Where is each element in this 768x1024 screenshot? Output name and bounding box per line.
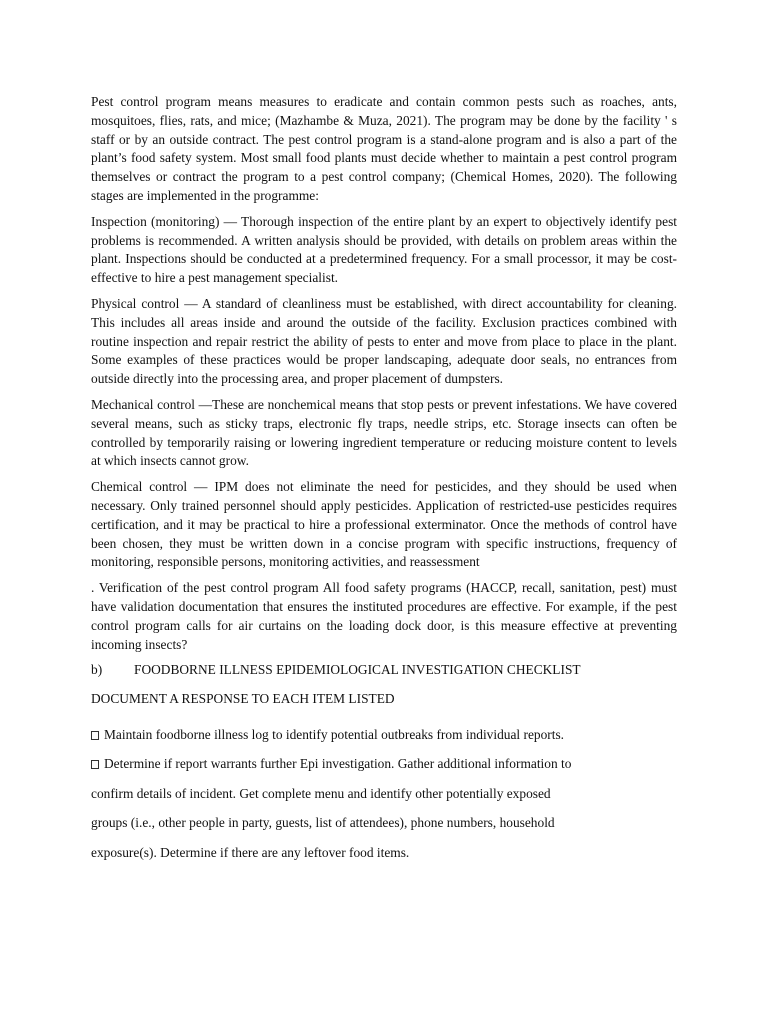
instruction-heading: DOCUMENT A RESPONSE TO EACH ITEM LISTED: [91, 691, 395, 707]
checklist-item-2-line-2: confirm details of incident. Get complete menu and identify other potentially exposed: [91, 785, 551, 801]
checklist-item-2-line-1: [91, 749, 677, 778]
document-page: [91, 93, 677, 867]
checklist-item-2-text: Determine if report warrants further Epi investigation. Gather additional information to: [104, 756, 572, 772]
paragraph-inspection: Inspection (monitoring) — Thorough inspection of the entire plant by an expert to objectively identify pest problems is recommended. A written analysis should be provided, with details on problem areas within the plant. Inspections should be conducted at a predetermined frequency. For a small processor, it may be cost-effective to hire a pest management specialist.: [91, 213, 677, 286]
missing-glyph-box-icon: [91, 760, 99, 769]
checklist-item-1-text: Maintain foodborne illness log to identify potential outbreaks from individual reports.: [104, 726, 565, 742]
paragraph-verification: . Verification of the pest control program All food safety programs (HACCP, recall, sanitation, pest) must have validation documentation that ensures the instituted procedures are effective. For example, if the pest control program calls for air curtains on the loading dock door, is this measure effective at preventing incoming insects?: [91, 580, 677, 652]
section-b-heading: [91, 661, 677, 680]
checklist-item-2-line-4: exposure(s). Determine if there are any leftover food items.: [91, 844, 410, 860]
paragraph-physical-control: Physical control — A standard of cleanliness must be established, with direct accountability for cleaning. This includes all areas inside and around the outside of the facility. Exclusion practices combined with routine inspection and repair restrict the ability of pests to enter and move from place to place in the plant. Some examples of these practices would be proper landscaping, adequate door seals, no entrances from outside directly into the processing area, and proper placement of dumpsters.: [91, 295, 677, 387]
section-b-label: b): [91, 662, 103, 678]
paragraph-pest-control-intro: Pest control program means measures to eradicate and contain common pests such as roaches, ants, mosquitoes, flies, rats, and mice; (Mazhambe & Muza, 2021). The program may be done by the facility ' s staff or by an outside contract. The pest control program is a stand-alone program and is also a part of the plant’s food safety system. Most small food plants must decide whether to maintain a pest control program themselves or contract the program to a pest control company; (Chemical Homes, 2020). The following stages are implemented in the programme:: [91, 94, 677, 203]
section-b-title: FOODBORNE ILLNESS EPIDEMIOLOGICAL INVESTIGATION CHECKLIST: [134, 662, 581, 678]
paragraph-chemical-control: Chemical control — IPM does not eliminate the need for pesticides, and they should be used when necessary. Only trained personnel should apply pesticides. Application of restricted-use pesticides requires certification, and it may be practical to hire a professional exterminator. Once the methods of control have been chosen, they must be written down in a concise program with specific instructions, frequency of monitoring, responsible persons, monitoring activities, and reassessment: [91, 479, 677, 570]
checklist-item-2-line-3: groups (i.e., other people in party, guests, list of attendees), phone numbers, household: [91, 815, 555, 831]
checklist: [91, 720, 677, 867]
paragraph-mechanical-control: Mechanical control —These are nonchemical means that stop pests or prevent infestations. We have covered several means, such as sticky traps, electronic fly traps, needle strips, etc. Storage insects can often be controlled by temporarily raising or lowering ingredient temperature or reducing moisture content to levels at which insects cannot grow.: [91, 396, 677, 469]
checklist-item-1: [91, 720, 677, 749]
missing-glyph-box-icon: [91, 731, 99, 740]
